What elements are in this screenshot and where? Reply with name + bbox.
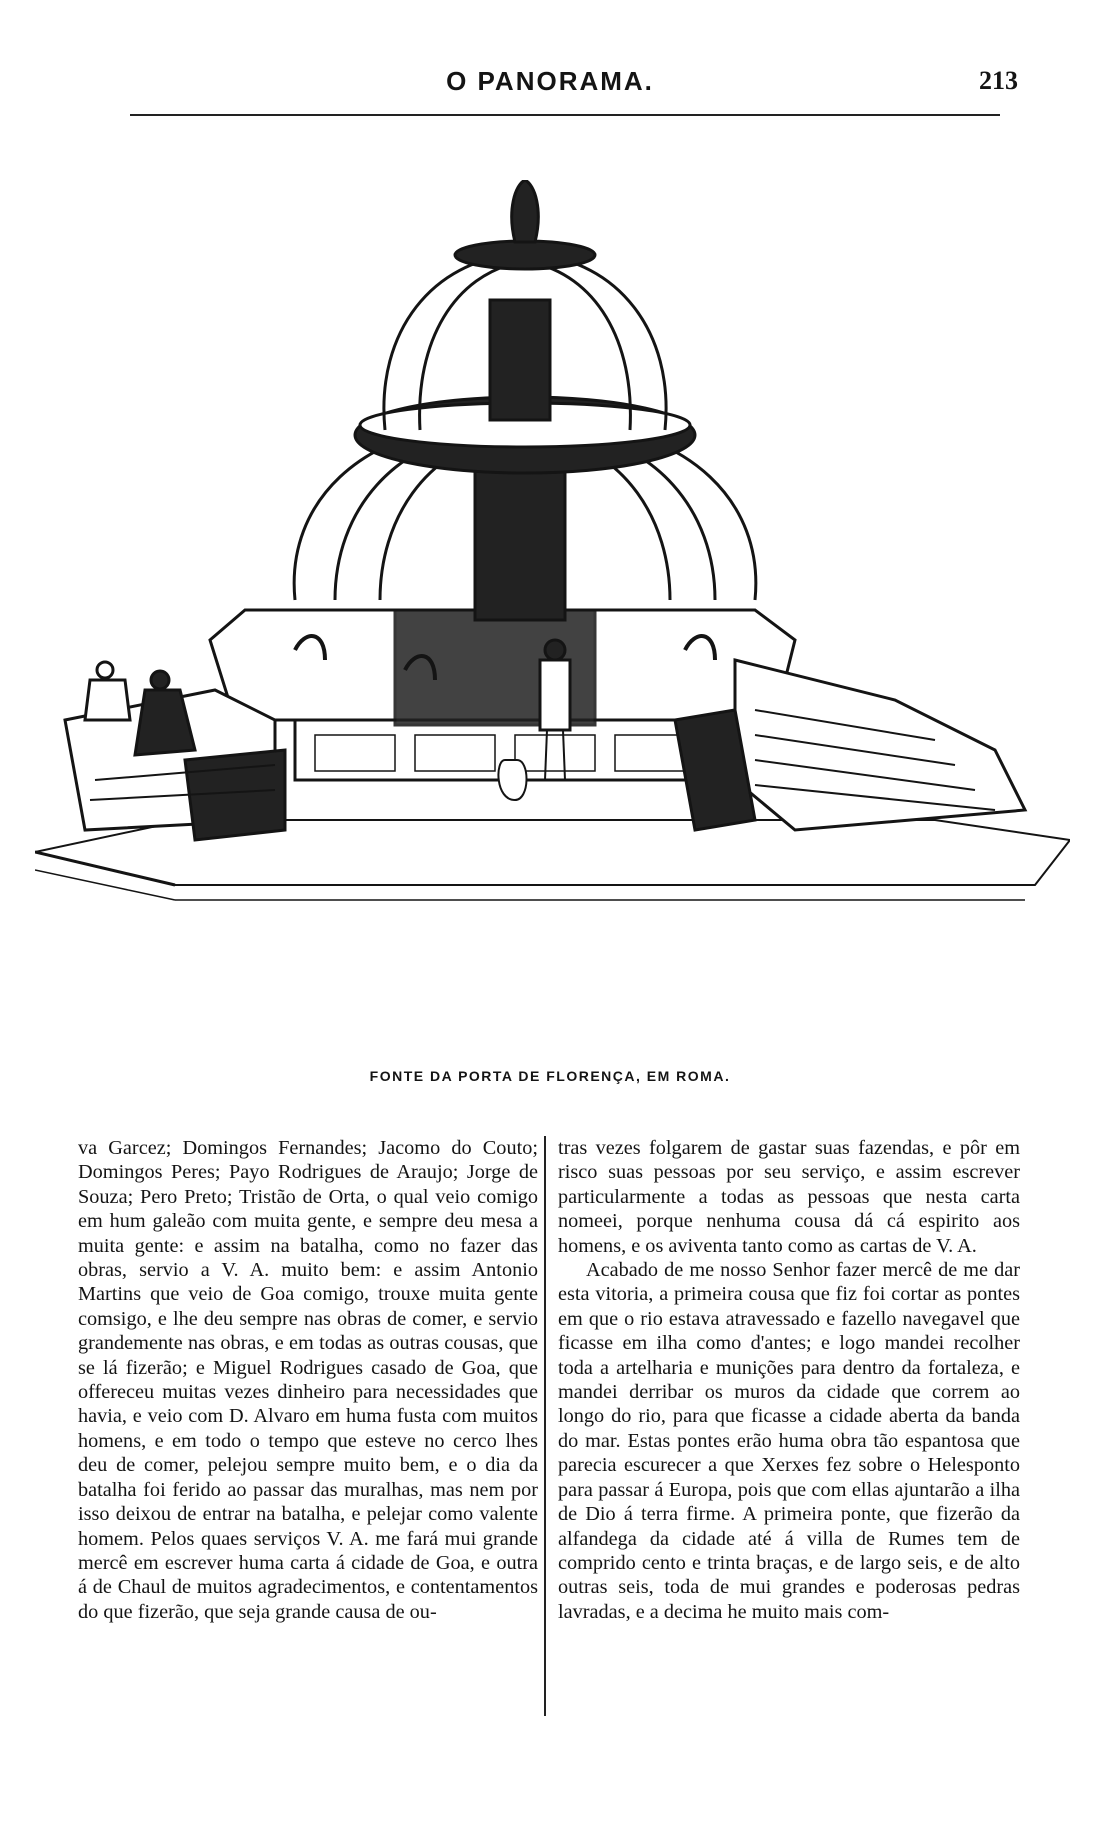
figure-caption: FONTE DA PORTA DE FLORENÇA, EM ROMA. <box>369 1068 731 1084</box>
right-paragraph-1: tras vezes folgarem de gastar suas fazendas, e pôr em risco suas pessoas por seu serviço, e assim escrever particularmente a todas as pessoas que nesta carta nomeei, porque nenhuma cousa dá cá espirito aos homens, e os aviventa tanto como as cartas de V. A. <box>558 1137 1020 1257</box>
column-divider <box>544 1136 546 1716</box>
header-rule <box>130 114 1000 116</box>
left-paragraph-1: va Garcez; Domingos Fernandes; Jacomo do Couto; Domingos Peres; Payo Rodrigues de Araujo; Jorge de Souza; Pero Preto; Tristão de Orta, o qual veio comigo em hum galeão com muita gente, e sempre deu mesa a muita gente: e assim na batalha, como no fazer das obras, servio a V. A. muito bem: e assim Antonio Martins que veio de Goa comigo, trouxe muita gente comsigo, e lhe deu sempre nas obras de comer, e servio grandemente nas obras, e em todas as outras cousas, que se lá fizerão; e Miguel Rodrigues casado de Goa, que offereceu muitas vezes dinheiro para necessidades que havia, e veio com D. Alvaro em huma fusta com muitos homens, e em todo o tempo que esteve no cerco lhes deu de comer, pelejou sempre muito bem, e o dia da batalha foi ferido ao passar das muralhas, mas nem por isso deixou de entrar na batalha, e pelejar como valente homem. Pelos quaes serviços V. A. me fará mui grande mercê em escrever huma carta á cidade de Goa, e outra á de Chaul de muitos agradecimentos, e contentamentos do que fizerão, que seja grande causa de ou- <box>78 1137 538 1623</box>
left-text-column <box>78 1136 538 1624</box>
page-number: 213 <box>979 66 1018 95</box>
fountain-illustration <box>35 180 1070 1050</box>
right-text-column <box>558 1136 1020 1624</box>
right-paragraph-2: Acabado de me nosso Senhor fazer mercê de me dar esta vitoria, a primeira cousa que fiz foi cortar as pontes em que o rio estava atravessado e fazello navegavel que ficasse em ilha como d'antes; e logo mandei recolher toda a artelharia e munições para dentro da fortaleza, e mandei derribar os muros da cidade que correm ao longo do rio, para que ficasse a cidade aberta da banda do mar. Estas pontes erão huma obra tão espantosa que parecia escurecer a que Xerxes fez sobre o Helesponto para passar á Europa, pois que com ellas ajuntarão a ilha de Dio á terra firme. A primeira ponte, que fizerão da alfandega da cidade até á villa de Rumes tem de comprido cento e trinta braças, e de largo seis, e de alto outras seis, toda de mui grandes e poderosas pedras lavradas, e a decima he muito mais com- <box>558 1259 1020 1623</box>
journal-title: O PANORAMA. <box>446 66 654 96</box>
fountain-engraving <box>35 180 1070 1050</box>
page-header <box>0 58 1100 98</box>
